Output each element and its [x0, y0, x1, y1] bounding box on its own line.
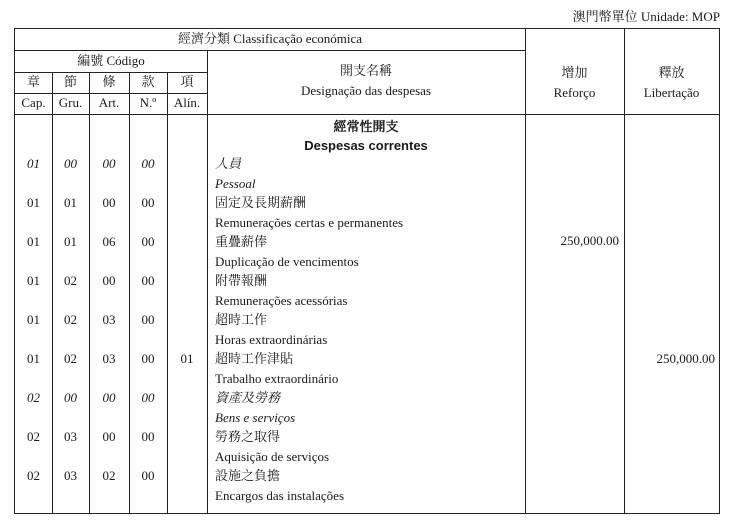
designation-pt: Remunerações certas e permanentes — [215, 215, 404, 230]
code-cell-gru: 03 — [64, 429, 77, 444]
col-art-zh: 條 — [102, 74, 116, 89]
col-art-pt: Art. — [98, 95, 120, 110]
code-cell-cap: 02 — [27, 429, 40, 444]
reinforcement-header-zh: 增加 — [561, 65, 588, 80]
col-cap-zh: 章 — [26, 74, 40, 89]
designation-pt: Trabalho extraordinário — [215, 371, 339, 386]
section-title-zh: 經常性開支 — [333, 119, 399, 134]
code-cell-cap: 02 — [27, 468, 40, 483]
code-cell-cap: 02 — [27, 390, 40, 405]
code-cell-art: 00 — [102, 429, 116, 444]
designation-zh: 附帶報酬 — [215, 273, 268, 288]
code-header: 編號 Código — [77, 53, 145, 68]
section-title-pt: Despesas correntes — [304, 138, 428, 153]
code-cell-alin: 01 — [180, 351, 194, 366]
col-divider-2 — [89, 72, 90, 513]
budget-table — [14, 28, 720, 514]
col-divider-3 — [129, 72, 130, 513]
col-no-pt: N.º — [139, 95, 157, 110]
code-cell-gru: 01 — [64, 234, 77, 249]
designation-pt: Remunerações acessórias — [215, 293, 348, 308]
code-cell-cap: 01 — [27, 195, 40, 210]
code-cell-no: 00 — [141, 195, 155, 210]
col-no-zh: 款 — [141, 74, 155, 89]
code-cell-art: 00 — [102, 390, 116, 405]
code-cell-no: 00 — [141, 312, 155, 327]
code-cell-art: 06 — [102, 234, 116, 249]
code-cell-cap: 01 — [27, 273, 40, 288]
designation-zh: 固定及長期薪酬 — [215, 195, 307, 210]
release-header-pt: Libertação — [643, 85, 700, 100]
code-cell-gru: 02 — [64, 351, 77, 366]
code-cell-no: 00 — [141, 351, 155, 366]
release-header-zh: 釋放 — [658, 65, 685, 80]
reinforcement-header-pt: Reforço — [553, 85, 596, 100]
code-cell-cap: 01 — [27, 351, 40, 366]
rule-below-header — [15, 114, 719, 115]
col-divider-6 — [525, 29, 526, 513]
code-cell-gru: 02 — [64, 312, 77, 327]
col-alin-zh: 項 — [180, 74, 194, 89]
code-cell-art: 03 — [102, 312, 116, 327]
rule-below-codes-zh — [15, 93, 207, 94]
col-cap-pt: Cap. — [21, 95, 46, 110]
code-cell-gru: 00 — [64, 156, 77, 171]
code-cell-gru: 00 — [64, 390, 77, 405]
rule-below-code — [15, 72, 207, 73]
col-gru-zh: 節 — [63, 74, 77, 89]
designation-pt: Pessoal — [215, 176, 256, 191]
code-cell-gru: 01 — [64, 195, 77, 210]
code-cell-gru: 03 — [64, 468, 77, 483]
code-cell-art: 00 — [102, 195, 116, 210]
code-cell-cap: 01 — [27, 312, 40, 327]
designation-header-zh: 開支名稱 — [339, 63, 392, 78]
code-cell-gru: 02 — [64, 273, 77, 288]
col-divider-4 — [167, 72, 168, 513]
code-cell-art: 03 — [102, 351, 116, 366]
code-cell-no: 00 — [141, 429, 155, 444]
col-gru-pt: Gru. — [58, 95, 83, 110]
designation-zh: 超時工作 — [215, 312, 268, 327]
col-divider-1 — [52, 72, 53, 513]
code-cell-no: 00 — [141, 156, 155, 171]
code-cell-art: 00 — [102, 273, 116, 288]
release-amount: 250,000.00 — [656, 351, 715, 366]
col-alin-pt: Alín. — [173, 95, 201, 110]
designation-pt: Duplicação de vencimentos — [215, 254, 359, 269]
currency-unit-label: 澳門幣單位 Unidade: MOP — [572, 9, 720, 24]
rule-below-classification — [15, 50, 525, 51]
designation-zh: 重疊薪俸 — [215, 234, 268, 249]
designation-zh: 人員 — [215, 156, 242, 171]
designation-pt: Bens e serviços — [215, 410, 296, 425]
designation-zh: 設施之負擔 — [215, 468, 281, 483]
code-cell-art: 02 — [102, 468, 116, 483]
reinforcement-amount: 250,000.00 — [560, 233, 619, 248]
code-cell-art: 00 — [102, 156, 116, 171]
designation-pt: Horas extraordinárias — [215, 332, 328, 347]
designation-pt: Aquisição de serviços — [215, 449, 330, 464]
code-cell-no: 00 — [141, 390, 155, 405]
designation-zh: 資產及勞務 — [215, 390, 281, 405]
designation-pt: Encargos das instalações — [215, 488, 344, 503]
code-cell-no: 00 — [141, 468, 155, 483]
designation-zh: 勞務之取得 — [215, 429, 281, 444]
code-cell-cap: 01 — [27, 234, 40, 249]
classification-header: 經濟分類 Classificação económica — [177, 31, 363, 46]
col-divider-7 — [624, 29, 625, 513]
code-cell-no: 00 — [141, 234, 155, 249]
code-cell-no: 00 — [141, 273, 155, 288]
designation-header-pt: Designação das despesas — [301, 83, 431, 98]
designation-zh: 超時工作津貼 — [215, 351, 294, 366]
code-cell-cap: 01 — [27, 156, 40, 171]
